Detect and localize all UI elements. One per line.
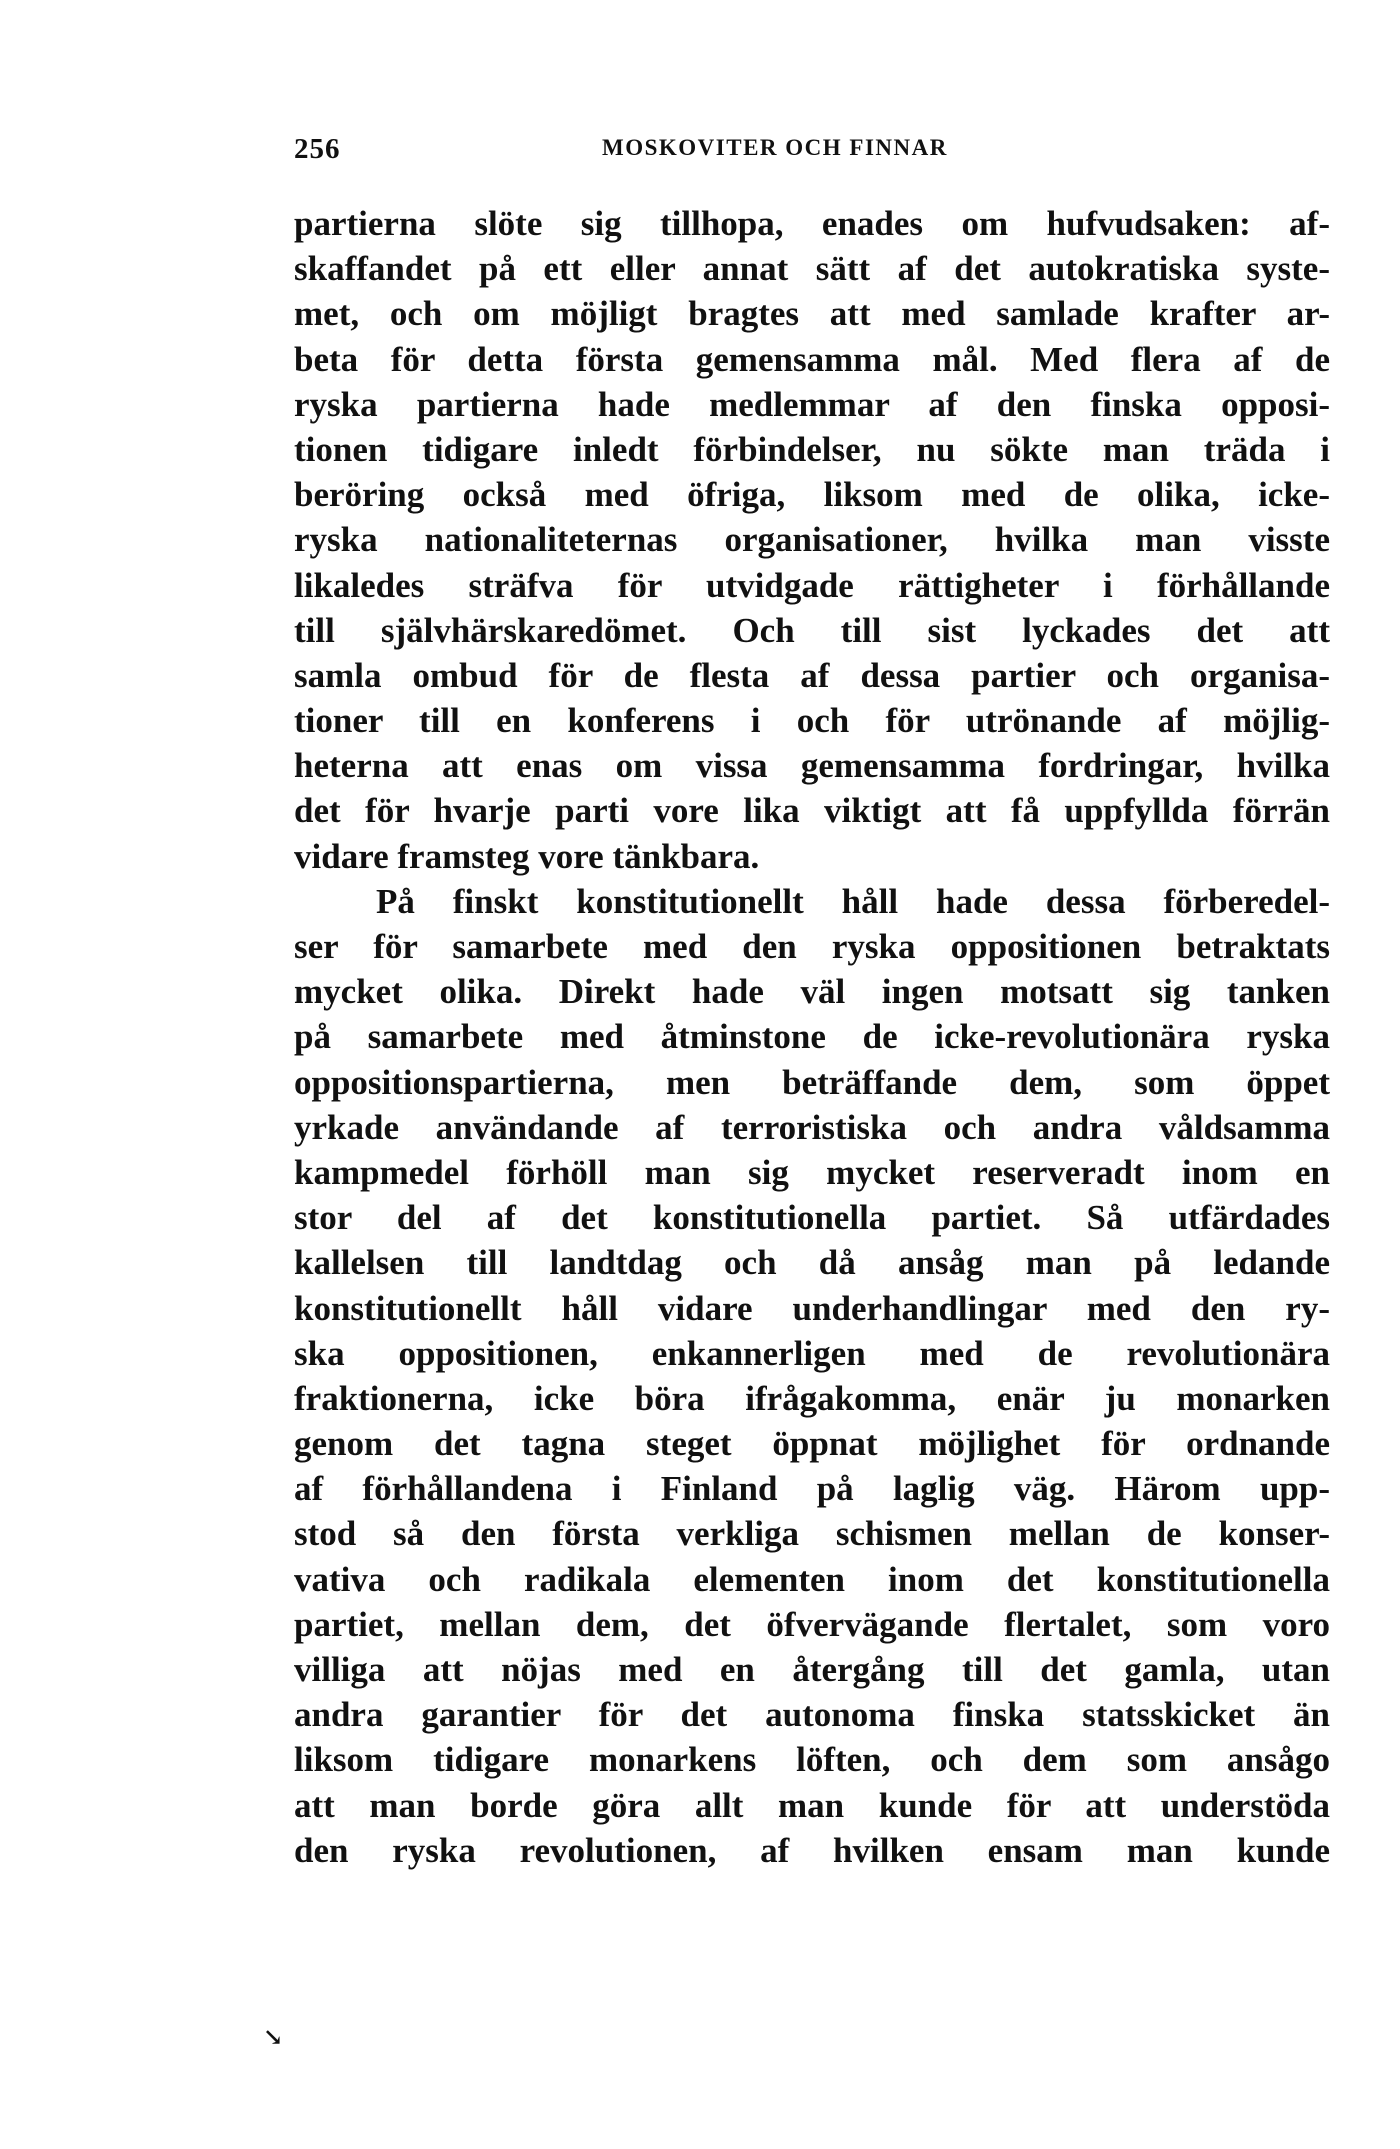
text-line: tionen tidigare inledt förbindelser, nu sökte man träda i [294, 429, 1330, 469]
text-line: mycket olika. Direkt hade väl ingen motsatt sig tanken [294, 972, 1330, 1012]
text-line: stor del af det konstitutionella partiet. Så utfärdades [294, 1198, 1330, 1238]
text-line: till självhärskaredömet. Och till sist lyckades det att [294, 610, 1330, 650]
text-line: yrkade användande af terroristiska och andra våldsamma [294, 1107, 1330, 1147]
text-line: villiga att nöjas med en återgång till det gamla, utan [294, 1650, 1330, 1689]
text-line: vativa och radikala elementen inom det konstitutionella [294, 1559, 1330, 1599]
text-line: genom det tagna steget öppnat möjlighet för ordnande [294, 1424, 1330, 1464]
text-line: ser för samarbete med den ryska oppositionen betraktats [294, 927, 1330, 966]
text-line: kampmedel förhöll man sig mycket reserveradt inom en [294, 1152, 1330, 1192]
text-line: partierna slöte sig tillhopa, enades om hufvudsaken: af- [294, 204, 1330, 243]
running-title: MOSKOVITER OCH FINNAR [602, 135, 948, 160]
text-line: andra garantier för det autonoma finska statsskicket än [294, 1695, 1330, 1735]
text-line: met, och om möjligt bragtes att med samlade krafter ar- [294, 294, 1330, 334]
text-line: det för hvarje parti vore lika viktigt att få uppfyllda förrän [294, 791, 1330, 831]
body-text [294, 201, 1330, 1873]
text-line: partiet, mellan dem, det öfvervägande flertalet, som voro [294, 1604, 1330, 1644]
text-line: samla ombud för de flesta af dessa partier och organisa- [294, 655, 1330, 695]
text-line: tioner till en konferens i och för utrönande af möjlig- [294, 701, 1330, 741]
text-line: på samarbete med åtminstone de icke-revolutionära ryska [294, 1017, 1330, 1057]
text-line: beröring också med öfriga, liksom med de olika, icke- [294, 475, 1330, 515]
text-line: af förhållandena i Finland på laglig väg. Härom upp- [294, 1469, 1330, 1509]
text-line: att man borde göra allt man kunde för att understöda [294, 1785, 1330, 1825]
text-line: den ryska revolutionen, af hvilken ensam man kunde [294, 1830, 1330, 1870]
text-line: beta för detta första gemensamma mål. Med flera af de [294, 339, 1330, 379]
text-line: stod så den första verkliga schismen mellan de konser- [294, 1514, 1330, 1554]
text-line: skaffandet på ett eller annat sätt af det autokratiska syste- [294, 249, 1330, 289]
text-line: oppositionspartierna, men beträffande dem, som öppet [294, 1062, 1330, 1102]
running-head [294, 133, 1334, 173]
text-line: fraktionerna, icke böra ifrågakomma, enär ju monarken [294, 1378, 1330, 1418]
text-line: kallelsen till landtdag och då ansåg man på ledande [294, 1243, 1330, 1283]
text-line: ska oppositionen, enkannerligen med de revolutionära [294, 1333, 1330, 1373]
text-line: likaledes sträfva för utvidgade rättigheter i förhållande [294, 565, 1330, 605]
text-line: ryska partierna hade medlemmar af den finska opposi- [294, 384, 1330, 424]
page-number: 256 [294, 133, 341, 165]
text-line: liksom tidigare monarkens löften, och dem som ansågo [294, 1740, 1330, 1780]
text-line: konstitutionellt håll vidare underhandlingar med den ry- [294, 1288, 1330, 1328]
text-line: ryska nationaliteternas organisationer, hvilka man visste [294, 520, 1330, 560]
text-line: På finskt konstitutionellt håll hade dessa förberedel- [376, 881, 1330, 921]
printer-mark: ↘ [263, 2025, 284, 2051]
text-line: heterna att enas om vissa gemensamma fordringar, hvilka [294, 746, 1330, 786]
text-line: vidare framsteg vore tänkbara. [294, 836, 760, 876]
